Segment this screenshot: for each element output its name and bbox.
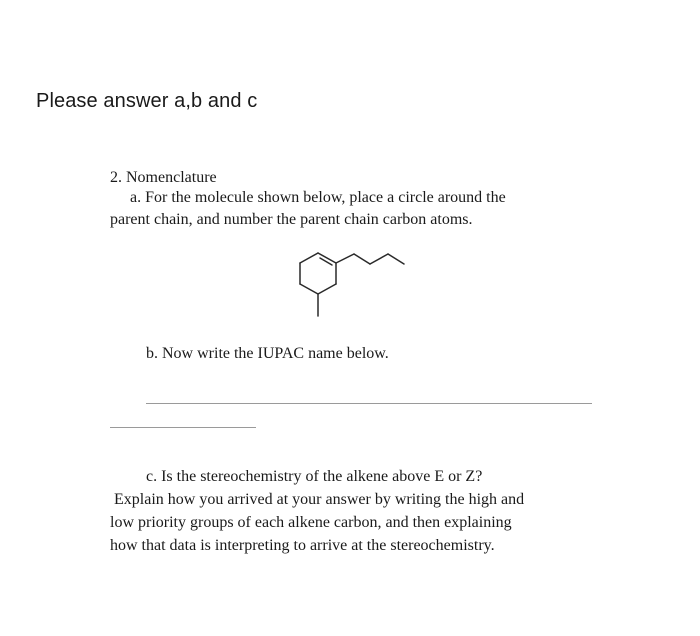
- part-c-line-4: how that data is interpreting to arrive at the stereochemistry.: [110, 537, 495, 554]
- part-c-line-2: Explain how you arrived at your answer by writing the high and: [114, 491, 525, 508]
- part-a-line-1: a. For the molecule shown below, place a circle around the: [130, 189, 506, 206]
- part-c-line-3: low priority groups of each alkene carbon, and then explaining: [110, 514, 512, 531]
- answer-line-continuation: [110, 427, 256, 428]
- skeletal-structure-icon: [280, 240, 420, 320]
- answer-line: [146, 403, 592, 404]
- part-b-question: b. Now write the IUPAC name below.: [146, 345, 389, 362]
- part-a-line-2: parent chain, and number the parent chain carbon atoms.: [110, 211, 473, 228]
- section-heading: 2. Nomenclature: [110, 169, 217, 186]
- part-c-line-1: c. Is the stereochemistry of the alkene above E or Z?: [146, 468, 483, 485]
- prompt-text: Please answer a,b and c: [36, 90, 258, 112]
